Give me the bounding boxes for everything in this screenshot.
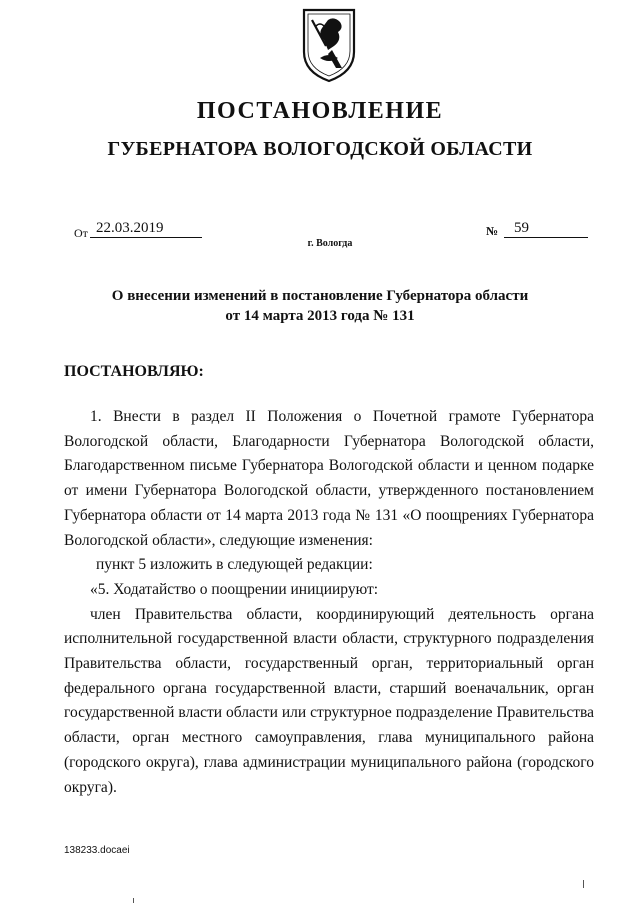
decree-heading: ПОСТАНОВЛЯЮ: (64, 363, 204, 380)
number-label: № (486, 224, 499, 238)
page-subtitle: ГУБЕРНАТОРА ВОЛОГОДСКОЙ ОБЛАСТИ (107, 138, 533, 160)
document-body (64, 405, 594, 800)
subject-line-2: от 14 марта 2013 года № 131 (225, 308, 415, 324)
date-label: От (74, 226, 88, 240)
document-file-id: 138233.docaei (64, 845, 130, 856)
body-paragraph: пункт 5 изложить в следующей редакции: (96, 556, 373, 574)
body-paragraph: член Правительства области, координирующий деятельность органа исполнительной государственной власти области, структурного подразделения Правительства области, государственный орган, территориальный орган федерального органа государственной власти, старший военачальник, орган государственной власти области или структурное подразделение Правительства области, орган местного самоуправления, глава муниципального района (городского округа), глава администрации муниципального района (городского округа). (64, 605, 594, 796)
scan-mark (583, 880, 584, 888)
coat-of-arms-icon (298, 6, 360, 84)
document-date: 22.03.2019 (90, 219, 202, 238)
scan-mark (133, 898, 134, 903)
document-number: 59 (504, 219, 588, 238)
body-paragraph: 1. Внести в раздел II Положения о Почетной грамоте Губернатора Вологодской области, Благодарности Губернатора Вологодской области, Благодарственном письме Губернатора Вологодской области и ценном подарке от имени Губернатора Вологодской области, утвержденного постановлением Губернатора области от 14 марта 2013 года № 131 «О поощрениях Губернатора Вологодской области», следующие изменения: (64, 408, 594, 549)
page-title: ПОСТАНОВЛЕНИЕ (196, 98, 444, 124)
body-paragraph: «5. Ходатайство о поощрении инициируют: (90, 580, 379, 598)
subject-line-1: О внесении изменений в постановление Губернатора области (111, 288, 529, 304)
issue-city: г. Вологда (307, 238, 353, 249)
document-subject (0, 286, 640, 326)
